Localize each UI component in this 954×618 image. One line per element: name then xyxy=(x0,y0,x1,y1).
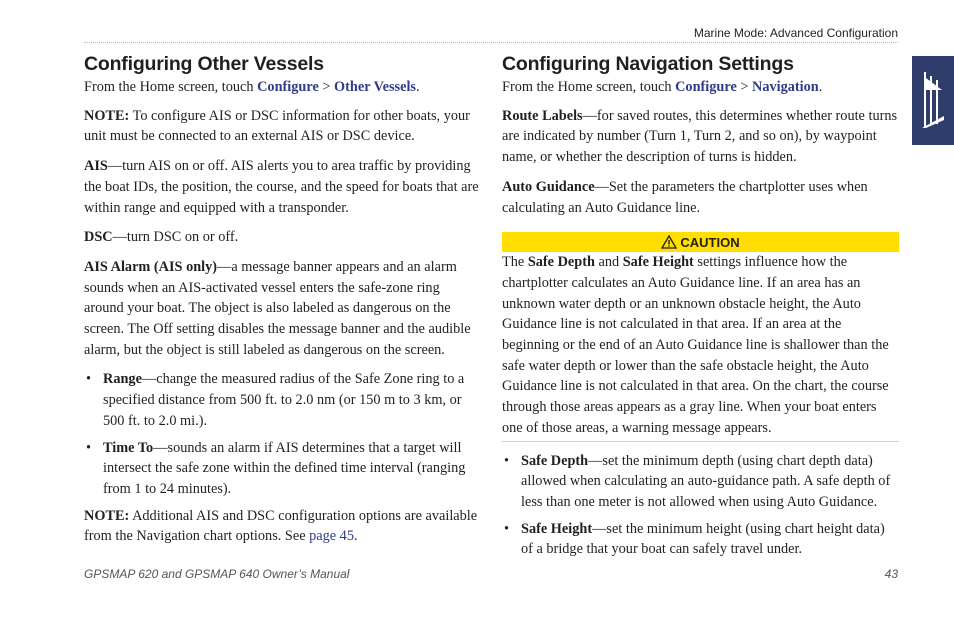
running-header: Marine Mode: Advanced Configuration xyxy=(693,26,898,40)
section-title: Configuring Navigation Settings xyxy=(502,53,794,75)
note-text: Additional AIS and DSC configuration options are available from the Navigation chart options. See xyxy=(84,507,478,545)
section-tab xyxy=(912,56,954,145)
route-labels-text: —for saved routes, this determines whether route turns are indicated by number (Turn 1, Turn 2, and so on), by waypoint name, or whether the description of turns is hidden. xyxy=(502,107,898,166)
path-prefix: From the Home screen, touch xyxy=(84,79,258,95)
bullet-label: Safe Height xyxy=(521,520,593,537)
path-prefix: From the Home screen, touch xyxy=(502,79,676,95)
ais-alarm-paragraph xyxy=(84,257,480,361)
guidance-options-list xyxy=(502,451,899,561)
note-paragraph xyxy=(84,506,480,547)
path-end: . xyxy=(415,79,420,95)
route-labels-paragraph xyxy=(502,106,899,168)
menu-path xyxy=(502,77,899,98)
note-label: NOTE: xyxy=(84,107,130,124)
list-item xyxy=(84,438,480,500)
note-paragraph xyxy=(84,106,480,147)
right-column xyxy=(502,52,899,566)
path-other-vessels: Other Vessels xyxy=(334,79,416,95)
caution-bold: Safe Depth xyxy=(527,254,595,271)
bullet-text: —change the measured radius of the Safe Zone ring to a specified distance from 500 ft. to 2.0 nm (or 150 m to 3 km, or 500 ft. to 2.0 mi.). xyxy=(103,371,465,429)
ais-text: —turn AIS on or off. AIS alerts you to area traffic by providing the boat IDs, the position, the course, and the speed for boats that are within range and equipped with a transponder. xyxy=(84,158,479,216)
caution-banner xyxy=(502,232,899,252)
path-configure: Configure xyxy=(257,79,319,95)
list-item xyxy=(502,519,899,560)
bullet-icon: • xyxy=(504,520,510,537)
path-end: . xyxy=(818,79,823,95)
list-item xyxy=(84,369,480,431)
bullet-icon: • xyxy=(504,452,510,469)
note-text: To configure AIS or DSC information for other boats, your unit must be connected to an external AIS or DSC device. xyxy=(84,107,470,145)
bullet-label: Safe Depth xyxy=(521,452,589,469)
ais-alarm-label: AIS Alarm (AIS only) xyxy=(84,258,218,275)
bullet-label: Range xyxy=(103,371,142,388)
dsc-label: DSC xyxy=(84,229,113,246)
boat-mode-icon xyxy=(920,70,946,130)
caution-body xyxy=(502,252,899,441)
menu-path xyxy=(84,77,480,98)
bullet-text: —set the minimum height (using chart height data) of a bridge that your boat can safely travel under. xyxy=(521,520,885,558)
page-link[interactable]: page 45 xyxy=(309,528,354,545)
bullet-text: —sounds an alarm if AIS determines that a target will intersect the safe zone within the defined time interval (ranging from 1 to 24 minutes). xyxy=(103,439,466,497)
bullet-label: Time To xyxy=(103,439,154,456)
list-item xyxy=(502,451,899,513)
ais-alarm-text: —a message banner appears and an alarm sounds when an AIS-activated vessel enters the safe-zone ring around your boat. The object is also labeled as dangerous on the screen. The Off setting disables the message banner and the audible alarm, but the object is still labeled as dangerous on the screen. xyxy=(84,258,471,358)
note-end: . xyxy=(353,528,358,545)
dsc-paragraph xyxy=(84,227,480,248)
caution-label: CAUTION xyxy=(680,234,740,250)
path-separator: > xyxy=(318,79,335,95)
footer-page-number: 43 xyxy=(884,567,898,581)
header-divider xyxy=(84,42,898,43)
note-label: NOTE: xyxy=(84,507,130,524)
auto-guidance-paragraph xyxy=(502,177,899,218)
auto-guidance-text: —Set the parameters the chartplotter uses when calculating an Auto Guidance line. xyxy=(502,178,868,216)
bullet-icon: • xyxy=(86,371,92,388)
dsc-text: —turn DSC on or off. xyxy=(112,229,239,246)
warning-triangle-icon xyxy=(661,235,677,249)
caution-text-part: and xyxy=(594,254,623,271)
path-separator: > xyxy=(736,79,753,95)
ais-paragraph xyxy=(84,156,480,218)
footer-manual-title: GPSMAP 620 and GPSMAP 640 Owner’s Manual xyxy=(84,567,350,581)
bullet-icon: • xyxy=(86,439,92,456)
route-labels-label: Route Labels xyxy=(502,107,583,124)
path-navigation: Navigation xyxy=(752,79,819,95)
auto-guidance-label: Auto Guidance xyxy=(502,178,595,195)
left-column xyxy=(84,52,480,556)
path-configure: Configure xyxy=(675,79,737,95)
alarm-options-list xyxy=(84,369,480,499)
caution-bold: Safe Height xyxy=(622,254,694,271)
caution-text xyxy=(502,252,899,438)
section-title: Configuring Other Vessels xyxy=(84,53,324,75)
bullet-text: —set the minimum depth (using chart depth data) allowed when calculating an auto-guidance path. A safe depth of less than one meter is not allowed when using Auto Guidance. xyxy=(521,452,891,510)
caution-text-part: The xyxy=(502,254,528,271)
ais-label: AIS xyxy=(84,158,108,175)
caution-text-part: settings influence how the chartplotter calculates an Auto Guidance line. If an area has an unknown water depth or an unknown obstacle height, the Auto Guidance line is not calculated in that area. If an area at the beginning or the end of an Auto Guidance line is shallower than the safe water depth or lower than the safe obstacle height, the Auto Guidance line is not calculated in that area. On the chart, the course through those areas appears as a gray line. When your boat enters one of those areas, a warning message appears. xyxy=(502,254,889,436)
